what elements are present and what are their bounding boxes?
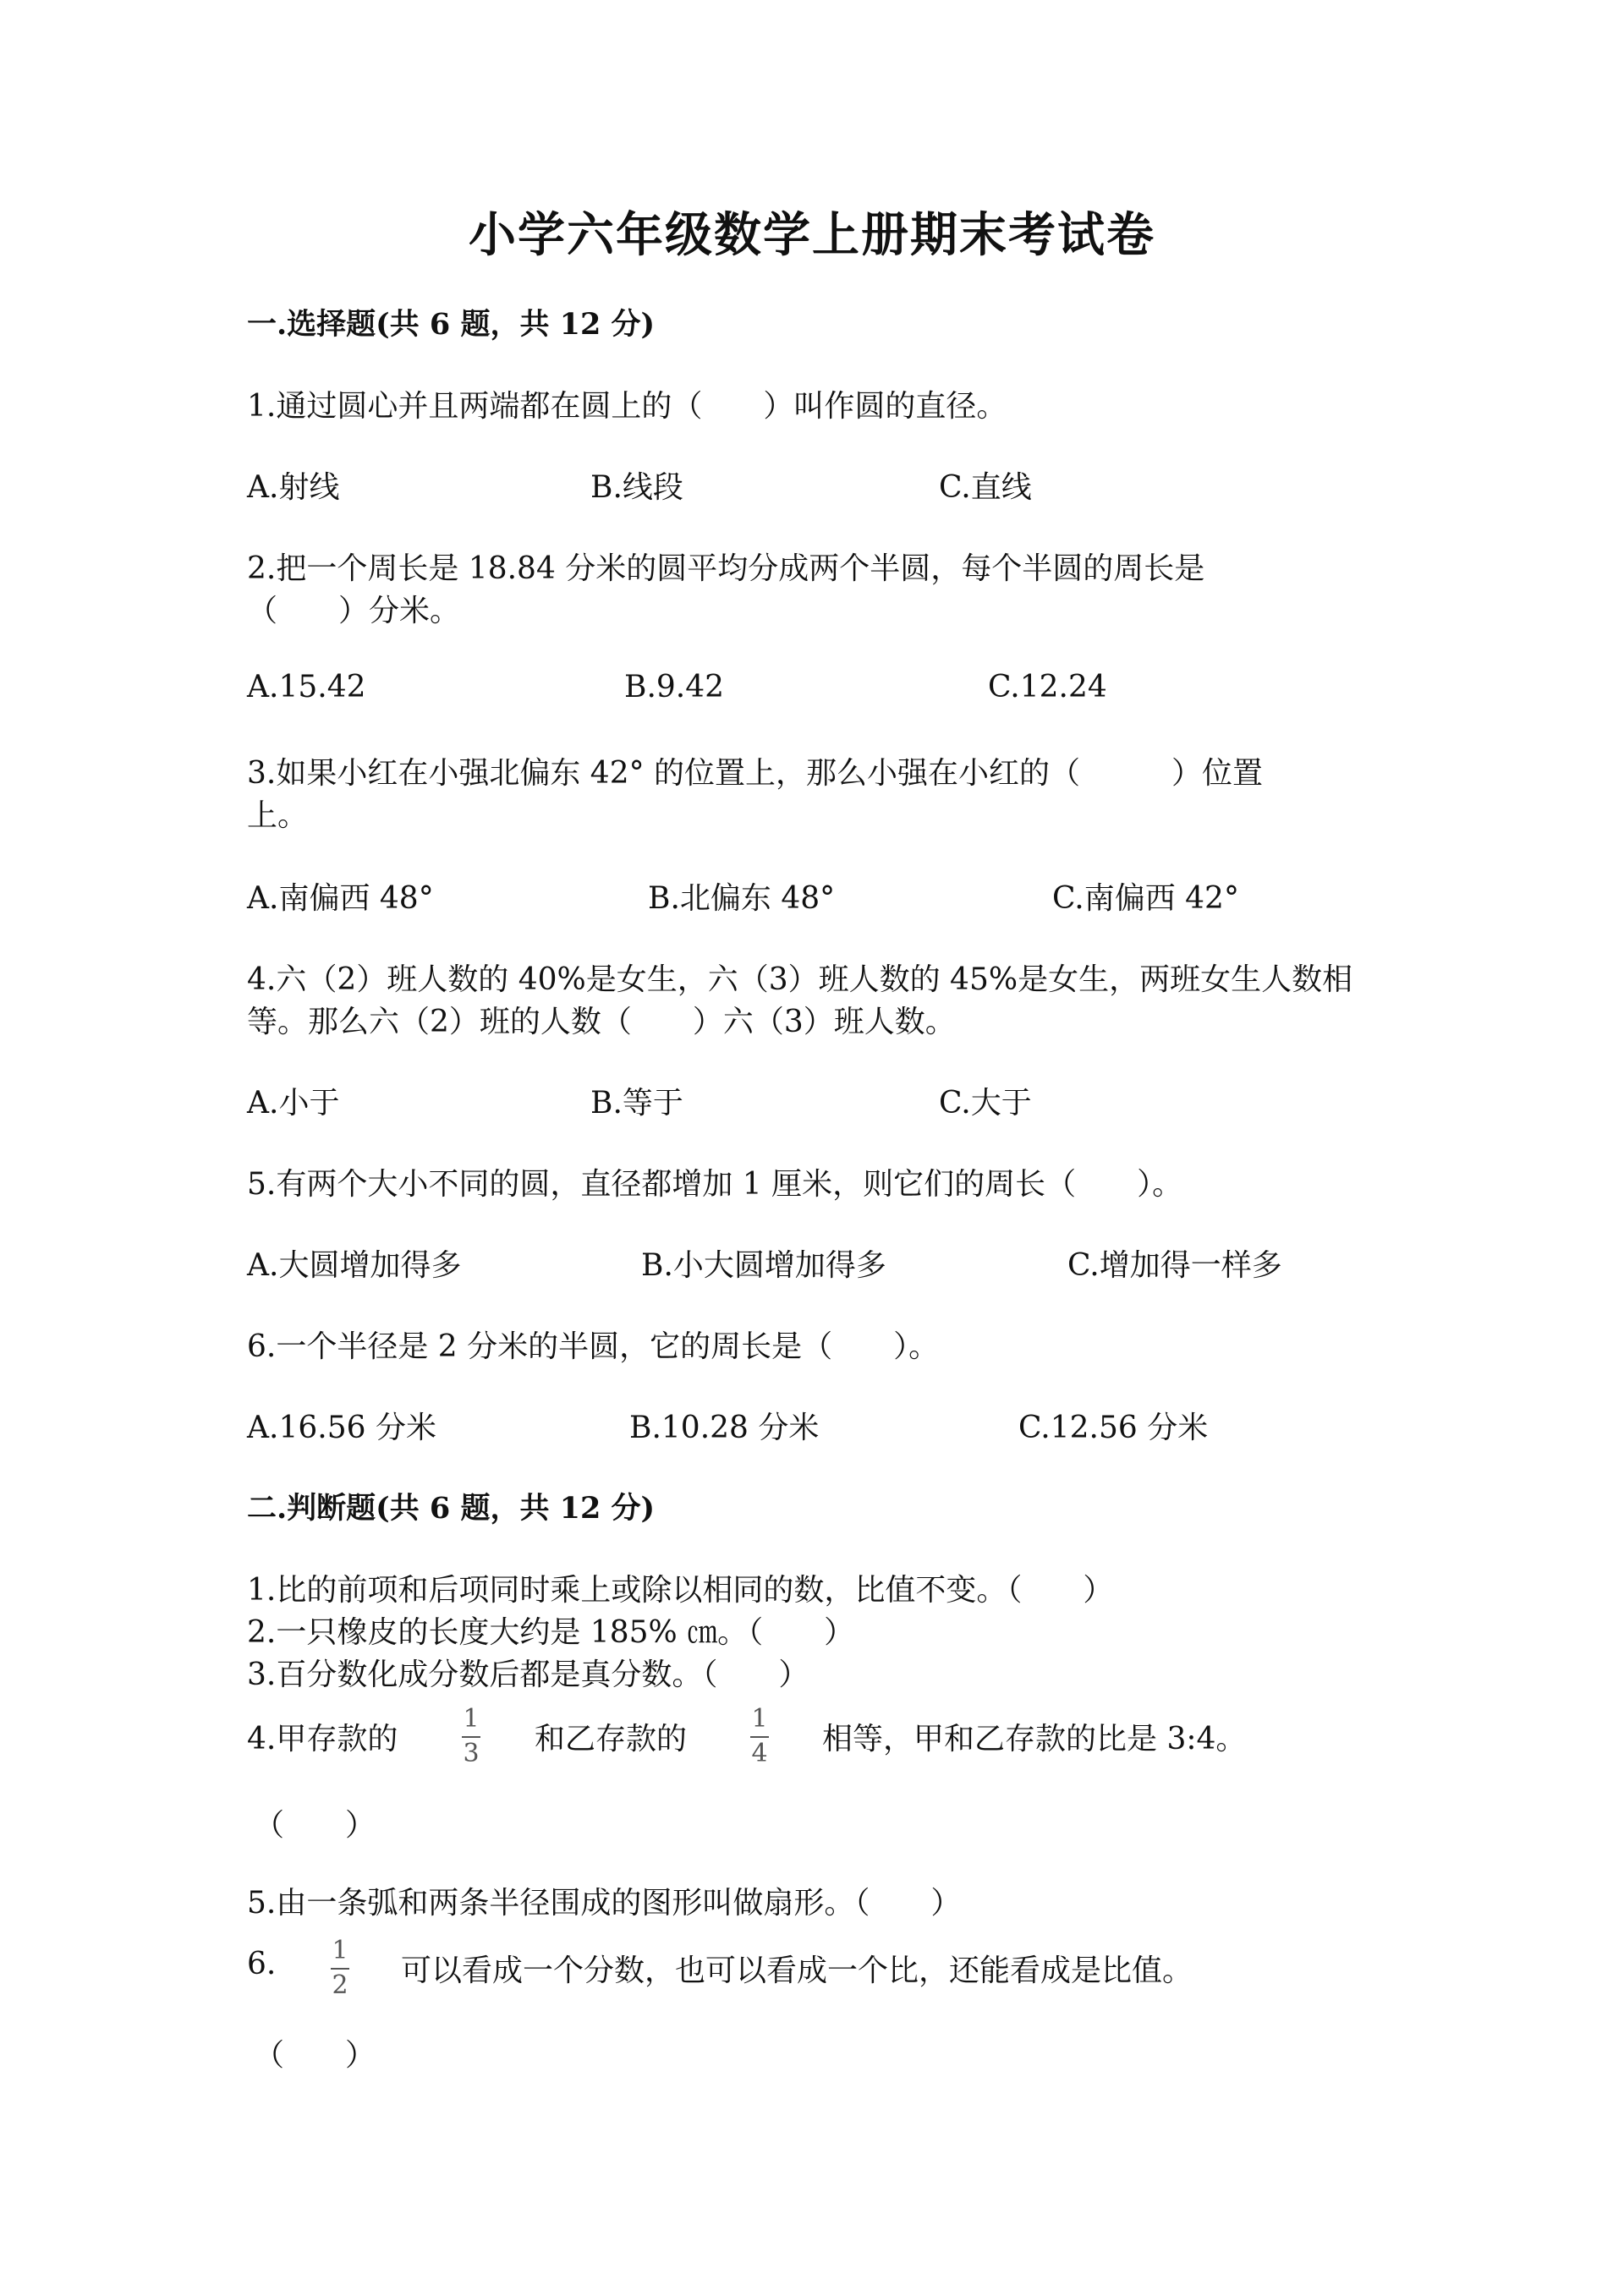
judgement-4-prefix: 4.甲存款的 — [247, 1722, 398, 1756]
question-4-option-a: A.小于 — [247, 1086, 340, 1121]
question-6-stem: 6.一个半径是 2 分米的半圆，它的周长是（ ）。 — [247, 1329, 940, 1364]
judgement-6-answer-blank: （ ） — [254, 2038, 376, 2073]
fraction-denominator: 2 — [332, 1970, 348, 2000]
question-4-stem-line1: 4.六（2）班人数的 40%是女生，六（3）班人数的 45%是女生，两班女生人数相 — [247, 962, 1353, 997]
judgement-5: 5.由一条弧和两条半径围成的图形叫做扇形。（ ） — [247, 1886, 962, 1921]
question-3-option-b: B.北偏东 48° — [648, 881, 836, 916]
fraction-numerator: 1 — [332, 1936, 348, 1965]
question-1-option-c: C.直线 — [939, 470, 1032, 505]
judgement-2: 2.一只橡皮的长度大约是 185% ㎝。（ ） — [247, 1615, 855, 1650]
fraction-numerator: 1 — [463, 1704, 480, 1734]
question-2-option-c: C.12.24 — [988, 670, 1107, 704]
question-4-option-b: B.等于 — [590, 1086, 683, 1121]
question-2-option-a: A.15.42 — [247, 670, 366, 704]
section-heading-choice: 一.选择题(共 6 题，共 12 分) — [247, 307, 656, 342]
question-5-option-a: A.大圆增加得多 — [247, 1248, 462, 1283]
question-1-option-a: A.射线 — [247, 470, 340, 505]
question-6-option-a: A.16.56 分米 — [247, 1411, 436, 1445]
question-3-stem-line1: 3.如果小红在小强北偏东 42° 的位置上，那么小强在小红的（ ）位置 — [247, 756, 1264, 791]
question-6-option-b: B.10.28 分米 — [629, 1411, 820, 1445]
question-2-option-b: B.9.42 — [624, 670, 725, 704]
question-2-stem-line1: 2.把一个周长是 18.84 分米的圆平均分成两个半圆，每个半圆的周长是 — [247, 551, 1205, 586]
section-heading-judgement: 二.判断题(共 6 题，共 12 分) — [247, 1491, 656, 1526]
judgement-3: 3.百分数化成分数后都是真分数。（ ） — [247, 1658, 809, 1692]
question-2-stem-line2: （ ）分米。 — [247, 594, 461, 628]
judgement-4-answer-blank: （ ） — [254, 1808, 376, 1843]
fraction-denominator: 3 — [463, 1739, 480, 1768]
question-5-option-c: C.增加得一样多 — [1067, 1248, 1282, 1283]
judgement-1: 1.比的前项和后项同时乘上或除以相同的数，比值不变。（ ） — [247, 1573, 1114, 1608]
fraction-bar — [331, 1968, 349, 1970]
fraction-bar — [750, 1736, 769, 1738]
judgement-6-suffix: 可以看成一个分数，也可以看成一个比，还能看成是比值。 — [401, 1954, 1193, 1988]
question-4-option-c: C.大于 — [939, 1086, 1032, 1121]
question-5-option-b: B.小大圆增加得多 — [641, 1248, 886, 1283]
judgement-4-suffix: 相等，甲和乙存款的比是 3:4。 — [822, 1722, 1247, 1756]
page-title: 小学六年级数学上册期末考试卷 — [469, 207, 1155, 263]
fraction-one-fourth — [750, 1704, 769, 1768]
judgement-6-prefix: 6. — [247, 1947, 277, 1981]
judgement-4-middle: 和乙存款的 — [535, 1722, 688, 1756]
question-3-option-c: C.南偏西 42° — [1052, 881, 1239, 916]
fraction-one-third — [462, 1704, 480, 1768]
question-3-stem-line2: 上。 — [247, 798, 309, 833]
fraction-bar — [462, 1736, 480, 1738]
question-6-option-c: C.12.56 分米 — [1018, 1411, 1209, 1445]
question-4-stem-line2: 等。那么六（2）班的人数（ ）六（3）班人数。 — [247, 1005, 956, 1039]
fraction-numerator: 1 — [751, 1704, 768, 1734]
question-3-option-a: A.南偏西 48° — [247, 881, 434, 916]
question-5-stem: 5.有两个大小不同的圆，直径都增加 1 厘米，则它们的周长（ ）。 — [247, 1167, 1183, 1202]
question-1-stem: 1.通过圆心并且两端都在圆上的（ ）叫作圆的直径。 — [247, 389, 1007, 424]
fraction-one-half — [331, 1938, 349, 1998]
fraction-denominator: 4 — [751, 1739, 768, 1768]
question-1-option-b: B.线段 — [590, 470, 683, 505]
